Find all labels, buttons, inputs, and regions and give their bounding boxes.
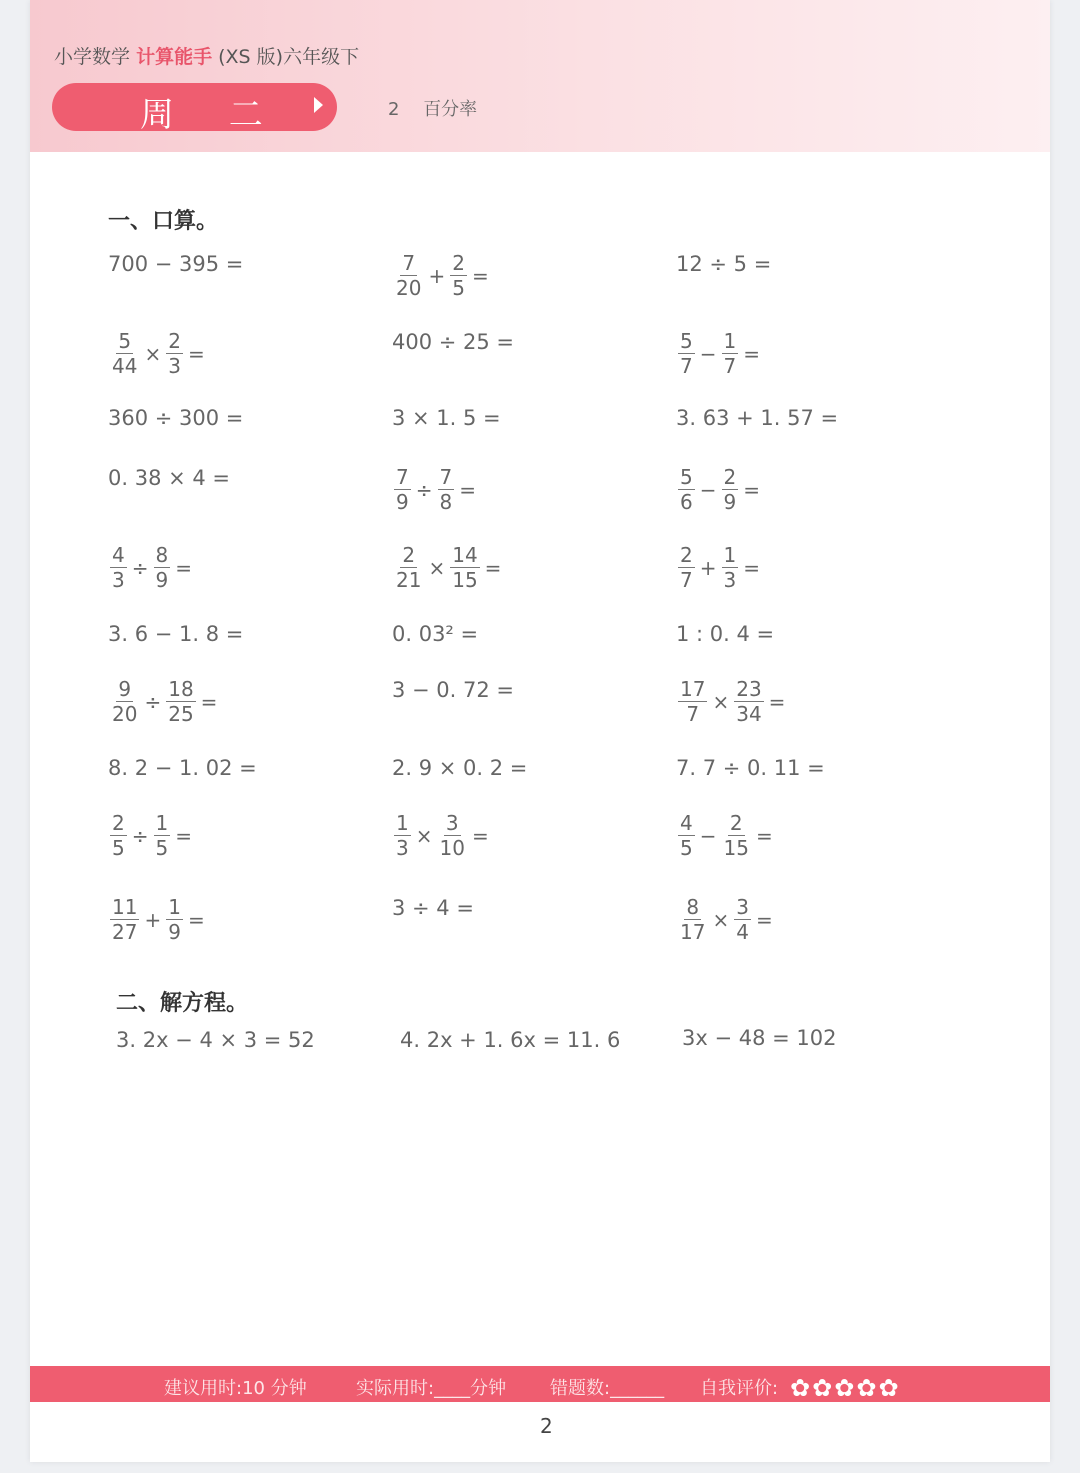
fraction — [394, 252, 423, 299]
fraction — [110, 544, 127, 591]
numerator: 8 — [686, 895, 700, 919]
mental-math-item — [108, 252, 243, 276]
book-title-highlight: 计算能手 — [136, 46, 213, 68]
mental-math-item — [676, 622, 774, 646]
fraction — [678, 466, 695, 513]
fraction — [678, 812, 695, 859]
mental-math-item — [676, 330, 763, 377]
numerator: 5 — [680, 465, 693, 489]
mental-math-item — [392, 466, 479, 513]
numerator: 2 — [729, 811, 743, 835]
fraction — [166, 896, 183, 943]
expression-text: 12 ÷ 5 = — [676, 252, 772, 276]
denominator: 7 — [686, 702, 700, 726]
expression-text: 3 ÷ 4 = — [392, 896, 474, 920]
fraction — [722, 466, 739, 513]
mental-math-item — [108, 812, 195, 859]
numerator: 7 — [402, 251, 416, 275]
operator: = — [175, 555, 192, 580]
expression-text: 3 − 0. 72 = — [392, 678, 515, 702]
expression-text: 3. 63 + 1. 57 = — [676, 406, 839, 430]
operator: × — [712, 689, 730, 714]
rating-stars-icon: ✿✿✿✿✿ — [790, 1374, 901, 1402]
numerator: 8 — [155, 543, 169, 567]
operator: = — [484, 555, 502, 580]
book-title — [54, 42, 359, 69]
denominator: 34 — [736, 702, 762, 726]
numerator: 4 — [112, 543, 125, 567]
operator: − — [699, 341, 717, 366]
numerator: 5 — [680, 329, 693, 353]
numerator: 2 — [402, 543, 416, 567]
denominator: 6 — [680, 490, 693, 514]
mental-math-item — [392, 330, 514, 354]
operator: − — [699, 823, 717, 848]
operator: = — [459, 477, 476, 502]
operator: = — [743, 341, 760, 366]
expression-text: 0. 03² = — [392, 622, 479, 646]
footer-bar — [30, 1366, 1050, 1402]
fraction — [438, 466, 455, 513]
unit-name: 百分率 — [423, 99, 478, 120]
numerator: 2 — [723, 465, 737, 489]
operator: + — [144, 907, 162, 932]
denominator: 20 — [112, 702, 138, 726]
mental-math-item — [392, 678, 514, 702]
denominator: 3 — [168, 354, 181, 378]
mental-math-item — [108, 466, 230, 490]
numerator: 17 — [680, 677, 706, 701]
expression-text: 400 ÷ 25 = — [392, 330, 515, 354]
fraction — [678, 330, 695, 377]
mental-math-item — [392, 622, 478, 646]
denominator: 10 — [439, 836, 465, 860]
operator: = — [200, 689, 218, 714]
denominator: 5 — [112, 836, 125, 860]
denominator: 5 — [155, 836, 169, 860]
mental-math-item — [108, 544, 195, 591]
operator: = — [187, 341, 205, 366]
fraction — [154, 812, 171, 859]
fraction — [678, 678, 707, 725]
fraction — [734, 896, 751, 943]
mental-math-item — [108, 756, 257, 780]
operator: − — [699, 477, 717, 502]
numerator: 4 — [680, 811, 693, 835]
mental-math-item — [392, 756, 527, 780]
denominator: 9 — [396, 490, 409, 514]
numerator: 23 — [736, 677, 762, 701]
numerator: 2 — [168, 329, 181, 353]
mental-math-item — [108, 406, 243, 430]
expression-text: 3. 6 − 1. 8 = — [108, 622, 244, 646]
operator: × — [428, 555, 446, 580]
mental-math-item — [676, 466, 763, 513]
fraction — [722, 812, 751, 859]
expression-text: 360 ÷ 300 = — [108, 406, 244, 430]
expression-text: 2. 9 × 0. 2 = — [392, 756, 528, 780]
denominator: 15 — [452, 568, 478, 592]
denominator: 7 — [723, 354, 737, 378]
page-number: 2 — [540, 1414, 553, 1438]
expression-text: 700 − 395 = — [108, 252, 244, 276]
mental-math-item — [676, 756, 825, 780]
operator: × — [144, 341, 162, 366]
book-title-prefix: 小学数学 — [54, 46, 131, 68]
numerator: 1 — [723, 543, 737, 567]
fraction — [110, 330, 139, 377]
numerator: 3 — [445, 811, 459, 835]
numerator: 5 — [118, 329, 132, 353]
fraction — [678, 544, 695, 591]
day-tab — [52, 83, 337, 135]
equation: 3x − 48 = 102 — [682, 1026, 837, 1050]
play-arrow-icon — [314, 97, 323, 113]
denominator: 27 — [112, 920, 138, 944]
denominator: 8 — [439, 490, 453, 514]
denominator: 5 — [452, 276, 465, 300]
operator: = — [175, 823, 192, 848]
operator: ÷ — [131, 555, 149, 580]
denominator: 3 — [112, 568, 125, 592]
mental-math-item — [392, 406, 501, 430]
numerator: 11 — [112, 895, 138, 919]
denominator: 15 — [723, 836, 749, 860]
denominator: 9 — [168, 920, 181, 944]
mental-math-item — [108, 622, 243, 646]
expression-text: 1 : 0. 4 = — [676, 622, 775, 646]
denominator: 9 — [723, 490, 737, 514]
fraction — [110, 812, 127, 859]
fraction — [394, 812, 411, 859]
numerator: 2 — [452, 251, 465, 275]
mental-math-item — [676, 896, 776, 943]
fraction — [154, 544, 171, 591]
denominator: 20 — [396, 276, 422, 300]
fraction — [394, 544, 423, 591]
numerator: 2 — [112, 811, 125, 835]
denominator: 3 — [396, 836, 409, 860]
mental-math-item — [392, 812, 492, 859]
denominator: 9 — [155, 568, 169, 592]
numerator: 1 — [723, 329, 737, 353]
operator: = — [743, 555, 760, 580]
numerator: 1 — [168, 895, 181, 919]
fraction — [678, 896, 707, 943]
fraction — [450, 544, 479, 591]
fraction — [722, 330, 739, 377]
expression-text: 7. 7 ÷ 0. 11 = — [676, 756, 825, 780]
mental-math-item — [676, 544, 763, 591]
day-label: 周 二 — [140, 95, 285, 135]
suggested-time: 建议用时:10 分钟 — [164, 1378, 307, 1399]
denominator: 7 — [680, 354, 693, 378]
unit-heading — [388, 95, 477, 121]
operator: × — [712, 907, 730, 932]
denominator: 17 — [680, 920, 706, 944]
worksheet-page — [30, 0, 1050, 1462]
numerator: 1 — [396, 811, 409, 835]
operator: = — [755, 823, 773, 848]
actual-time: 实际用时:____分钟 — [356, 1378, 507, 1399]
operator: ÷ — [131, 823, 149, 848]
fraction — [734, 678, 763, 725]
fraction — [394, 466, 411, 513]
operator: = — [768, 689, 786, 714]
numerator: 7 — [396, 465, 409, 489]
denominator: 25 — [168, 702, 194, 726]
expression-text: 0. 38 × 4 = — [108, 466, 231, 490]
operator: = — [187, 907, 205, 932]
fraction — [450, 252, 467, 299]
error-count: 错题数:______ — [550, 1378, 665, 1399]
equation: 3. 2x − 4 × 3 = 52 — [116, 1028, 315, 1052]
section1-title: 一、口算。 — [108, 209, 219, 234]
numerator: 14 — [452, 543, 478, 567]
operator: + — [699, 555, 717, 580]
self-evaluation-label: 自我评价: — [700, 1378, 779, 1399]
fraction — [722, 544, 739, 591]
operator: = — [471, 263, 489, 288]
numerator: 1 — [155, 811, 169, 835]
expression-text: 8. 2 − 1. 02 = — [108, 756, 257, 780]
equation: 4. 2x + 1. 6x = 11. 6 — [400, 1028, 621, 1052]
fraction — [166, 678, 195, 725]
operator: × — [415, 823, 433, 848]
header-band — [30, 0, 1050, 152]
operator: ÷ — [144, 689, 162, 714]
section2-title: 二、解方程。 — [116, 991, 249, 1016]
numerator: 9 — [118, 677, 132, 701]
numerator: 18 — [168, 677, 194, 701]
unit-number: 2 — [388, 99, 400, 120]
fraction — [110, 896, 139, 943]
numerator: 7 — [439, 465, 453, 489]
mental-math-item — [676, 406, 838, 430]
fraction — [110, 678, 139, 725]
denominator: 3 — [723, 568, 737, 592]
mental-math-item — [676, 252, 771, 276]
denominator: 7 — [680, 568, 693, 592]
expression-text: 3 × 1. 5 = — [392, 406, 501, 430]
mental-math-item — [392, 544, 504, 591]
denominator: 21 — [396, 568, 422, 592]
operator: ÷ — [415, 477, 433, 502]
operator: + — [428, 263, 446, 288]
mental-math-item — [108, 678, 220, 725]
mental-math-item — [392, 252, 492, 299]
mental-math-item — [108, 896, 208, 943]
mental-math-item — [392, 896, 474, 920]
numerator: 3 — [736, 895, 749, 919]
book-title-suffix: (XS 版)六年级下 — [218, 46, 360, 68]
operator: = — [743, 477, 760, 502]
numerator: 2 — [680, 543, 693, 567]
operator: = — [755, 907, 773, 932]
denominator: 4 — [736, 920, 749, 944]
mental-math-item — [676, 812, 776, 859]
mental-math-item — [676, 678, 788, 725]
fraction — [166, 330, 183, 377]
denominator: 5 — [680, 836, 693, 860]
operator: = — [471, 823, 489, 848]
fraction — [438, 812, 467, 859]
denominator: 44 — [112, 354, 138, 378]
mental-math-item — [108, 330, 208, 377]
